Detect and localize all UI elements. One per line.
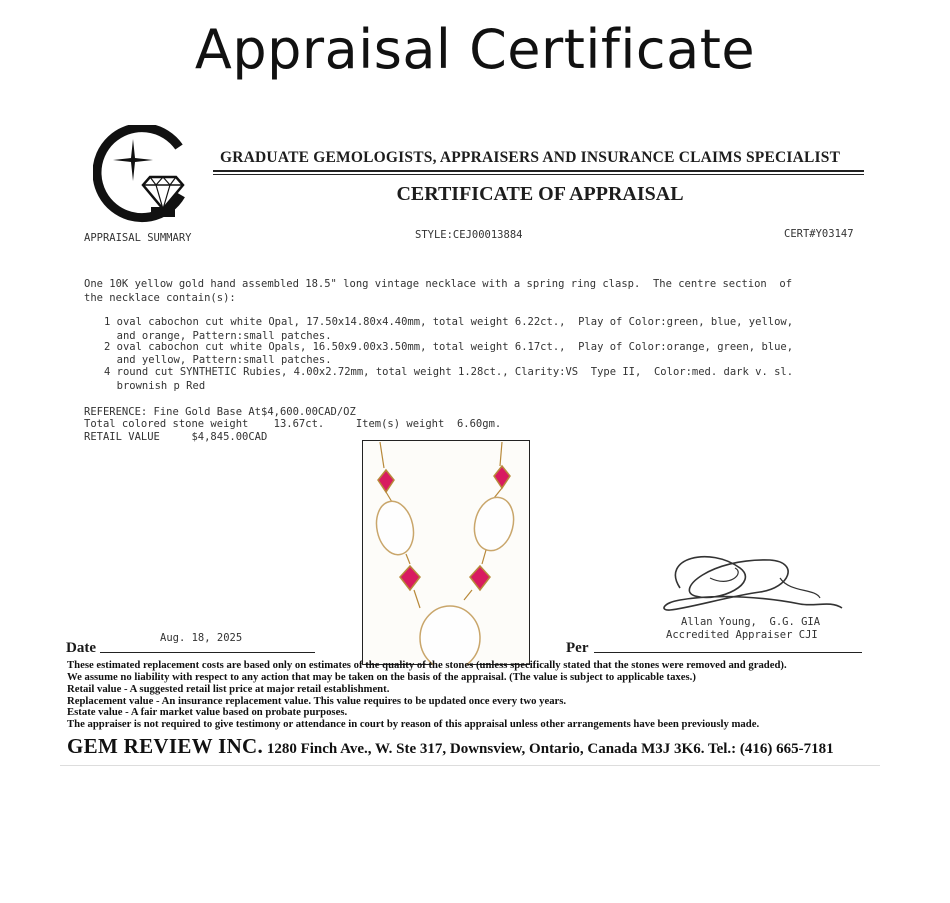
- stone-item-2: 2 oval cabochon cut white Opals, 16.50x9.00x3.50mm, total weight 6.17ct., Play of Color:orange, green, blue,: [104, 341, 794, 353]
- gem-logo-icon: [93, 125, 193, 225]
- date-line: [100, 652, 315, 653]
- necklace-photo: [362, 440, 530, 665]
- page-title: Appraisal Certificate: [194, 18, 756, 81]
- company-name: GEM REVIEW INC.: [67, 734, 264, 758]
- disclaimer-replacement: Replacement value - An insurance replacement value. This value requires to be updated once every two years.: [67, 695, 567, 707]
- certificate-title: CERTIFICATE OF APPRAISAL: [396, 183, 684, 205]
- appraiser-title: Accredited Appraiser CJI: [666, 629, 818, 641]
- per-label: Per: [566, 640, 589, 656]
- header-rule-top: [213, 170, 864, 172]
- footer-rule: [60, 765, 880, 766]
- organization-heading: GRADUATE GEMOLOGISTS, APPRAISERS AND INSURANCE CLAIMS SPECIALIST: [220, 149, 841, 166]
- retail-value: RETAIL VALUE $4,845.00CAD: [84, 431, 268, 443]
- header-rule-bottom: [213, 174, 864, 175]
- stone-item-1: 1 oval cabochon cut white Opal, 17.50x14.80x4.40mm, total weight 6.22ct., Play of Color:green, blue, yellow,: [104, 316, 794, 328]
- disclaimer-retail: Retail value - A suggested retail list price at major retail establishment.: [67, 683, 390, 695]
- cert-number: CERT#Y03147: [784, 228, 854, 240]
- appraiser-name: Allan Young, G.G. GIA: [681, 616, 821, 628]
- appraisal-summary-label: APPRAISAL SUMMARY: [84, 232, 192, 244]
- disclaimer-liability: We assume no liability with respect to any action that may be taken on the basis of the appraisal. (The value is subject to applicable taxes.): [67, 671, 696, 683]
- stone-item-3-cont: brownish p Red: [104, 380, 206, 392]
- reference-price: REFERENCE: Fine Gold Base At$4,600.00CAD/OZ: [84, 406, 356, 418]
- description-line-1: One 10K yellow gold hand assembled 18.5" long vintage necklace with a spring ring clasp. The centre section of: [84, 278, 793, 290]
- disclaimer-testimony: The appraiser is not required to give testimony or attendance in court by reason of this appraisal unless other arrangements have been previously made.: [67, 718, 760, 730]
- description-line-2: the necklace contain(s):: [84, 292, 236, 304]
- style-number: STYLE:CEJ00013884: [415, 229, 523, 241]
- stone-item-2-cont: and yellow, Pattern:small patches.: [104, 354, 332, 366]
- appraiser-signature: [650, 548, 850, 620]
- stone-weight: Total colored stone weight 13.67ct. Item(s) weight 6.60gm.: [84, 418, 502, 430]
- disclaimer-estimates: These estimated replacement costs are based only on estimates of the quality of the stones (unless specifically stated that the stones were removed and graded).: [67, 659, 787, 671]
- company-footer: [67, 734, 834, 759]
- stone-item-3: 4 round cut SYNTHETIC Rubies, 4.00x2.72mm, total weight 1.28ct., Clarity:VS Type II, Color:med. dark v. sl.: [104, 366, 794, 378]
- date-label: Date: [66, 640, 96, 656]
- company-address: 1280 Finch Ave., W. Ste 317, Downsview, Ontario, Canada M3J 3K6. Tel.: (416) 665-7181: [263, 741, 834, 757]
- per-line: [594, 652, 862, 653]
- disclaimer-estate: Estate value - A fair market value based on probate purposes.: [67, 706, 348, 718]
- stone-item-1-cont: and orange, Pattern:small patches.: [104, 330, 332, 342]
- date-value: Aug. 18, 2025: [160, 632, 243, 644]
